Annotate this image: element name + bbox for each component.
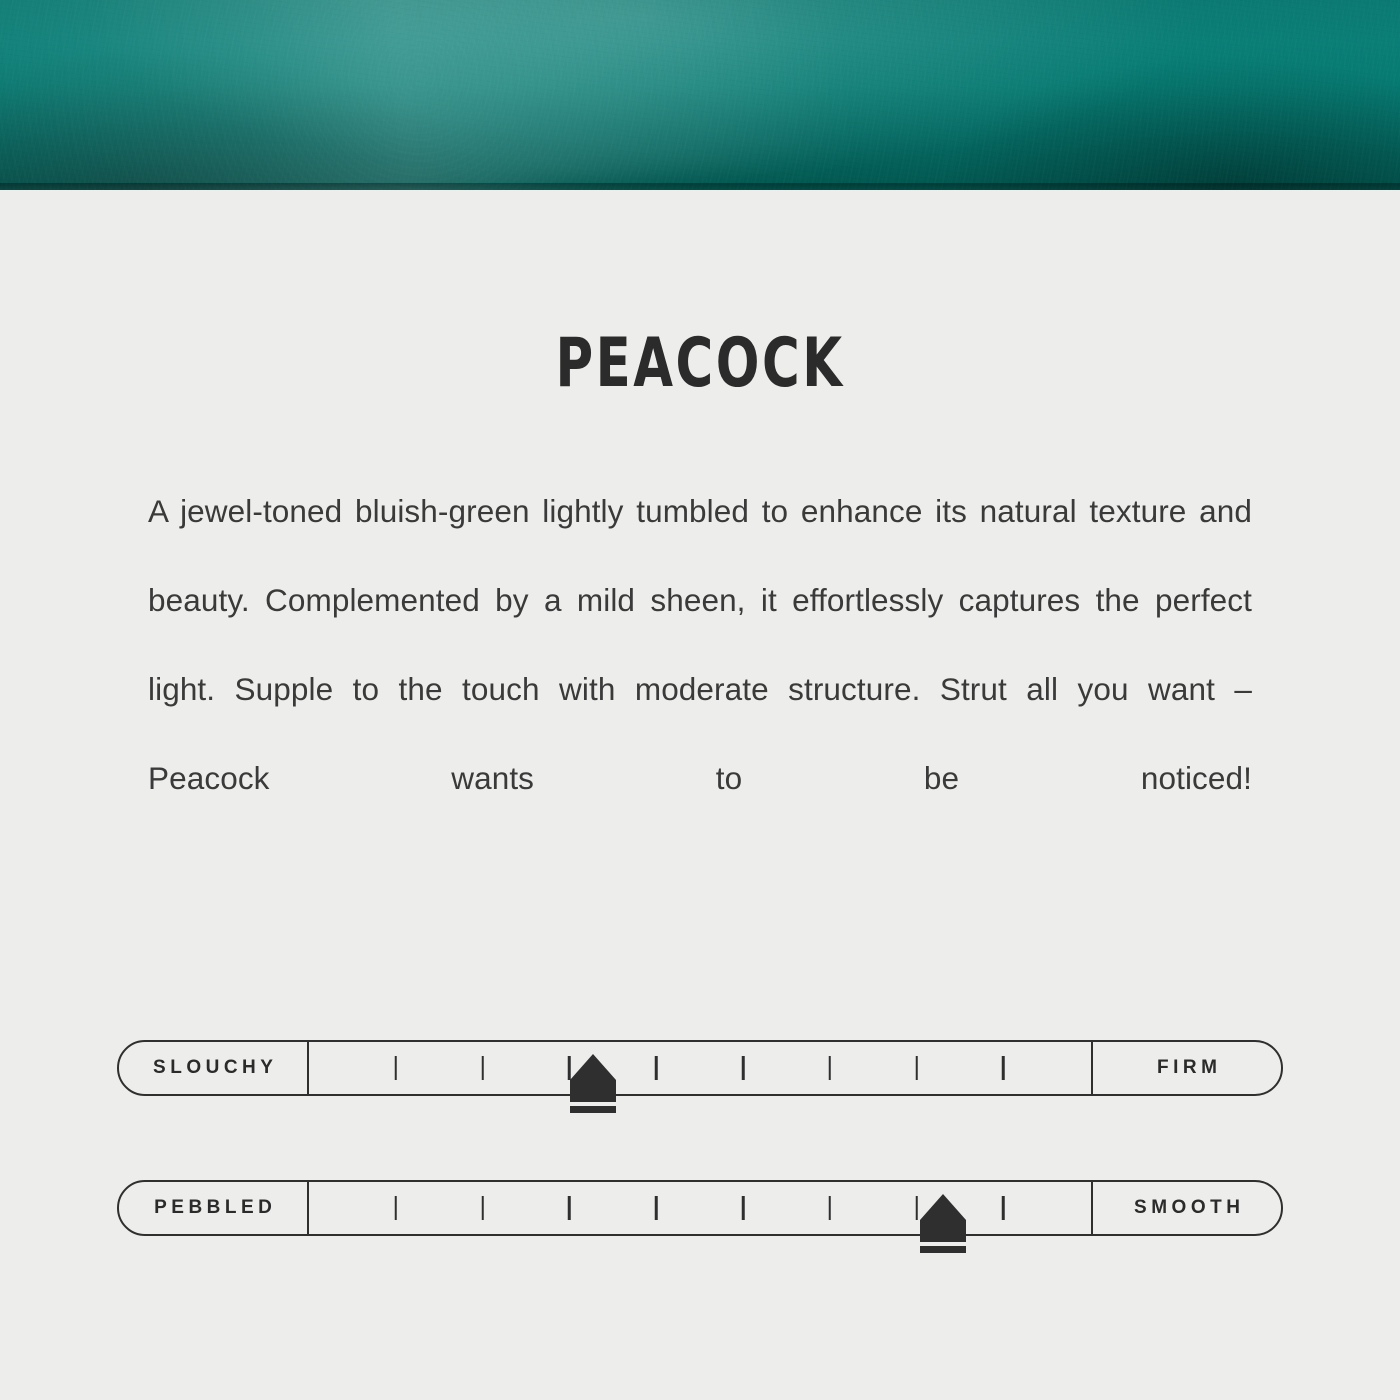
slider-label-left: SLOUCHY xyxy=(119,1042,309,1094)
slider-tick xyxy=(395,1196,398,1220)
slider-tick xyxy=(481,1196,484,1220)
slider-label-right: FIRM xyxy=(1091,1042,1281,1094)
slider-tick xyxy=(742,1056,745,1080)
slider-tick xyxy=(829,1056,832,1080)
slider-tick xyxy=(568,1056,571,1080)
slider-tick xyxy=(1002,1056,1005,1080)
slider-structure[interactable] xyxy=(117,1040,1283,1096)
product-description: A jewel-toned bluish-green lightly tumbled to enhance its natural texture and beauty. Complemented by a mild sheen, it effortlessly captures the perfect light. Supple to the touch with moderate structure. Strut all you want – Peacock wants to be noticed! xyxy=(148,493,1252,796)
slider-label-left: PEBBLED xyxy=(119,1182,309,1234)
slider-tick xyxy=(568,1196,571,1220)
slider-tick xyxy=(829,1196,832,1220)
slider-tick xyxy=(915,1196,918,1220)
slider-tick xyxy=(742,1196,745,1220)
slider-texture[interactable] xyxy=(117,1180,1283,1236)
marker-foot xyxy=(920,1246,966,1253)
slider-tick xyxy=(655,1196,658,1220)
marker-foot xyxy=(570,1106,616,1113)
slider-tick xyxy=(1002,1196,1005,1220)
slider-label-right: SMOOTH xyxy=(1091,1182,1281,1234)
leather-swatch-image xyxy=(0,0,1400,190)
slider-track[interactable] xyxy=(117,1040,1283,1096)
swatch-bottom-edge xyxy=(0,183,1400,190)
leather-sheen-highlight xyxy=(0,0,852,190)
slider-tick xyxy=(655,1056,658,1080)
page-title: PEACOCK xyxy=(555,324,845,403)
slider-tick xyxy=(915,1056,918,1080)
slider-ticks xyxy=(309,1182,1091,1234)
attribute-sliders xyxy=(0,1040,1400,1320)
slider-track[interactable] xyxy=(117,1180,1283,1236)
slider-tick xyxy=(481,1056,484,1080)
slider-ticks xyxy=(309,1042,1091,1094)
slider-tick xyxy=(395,1056,398,1080)
